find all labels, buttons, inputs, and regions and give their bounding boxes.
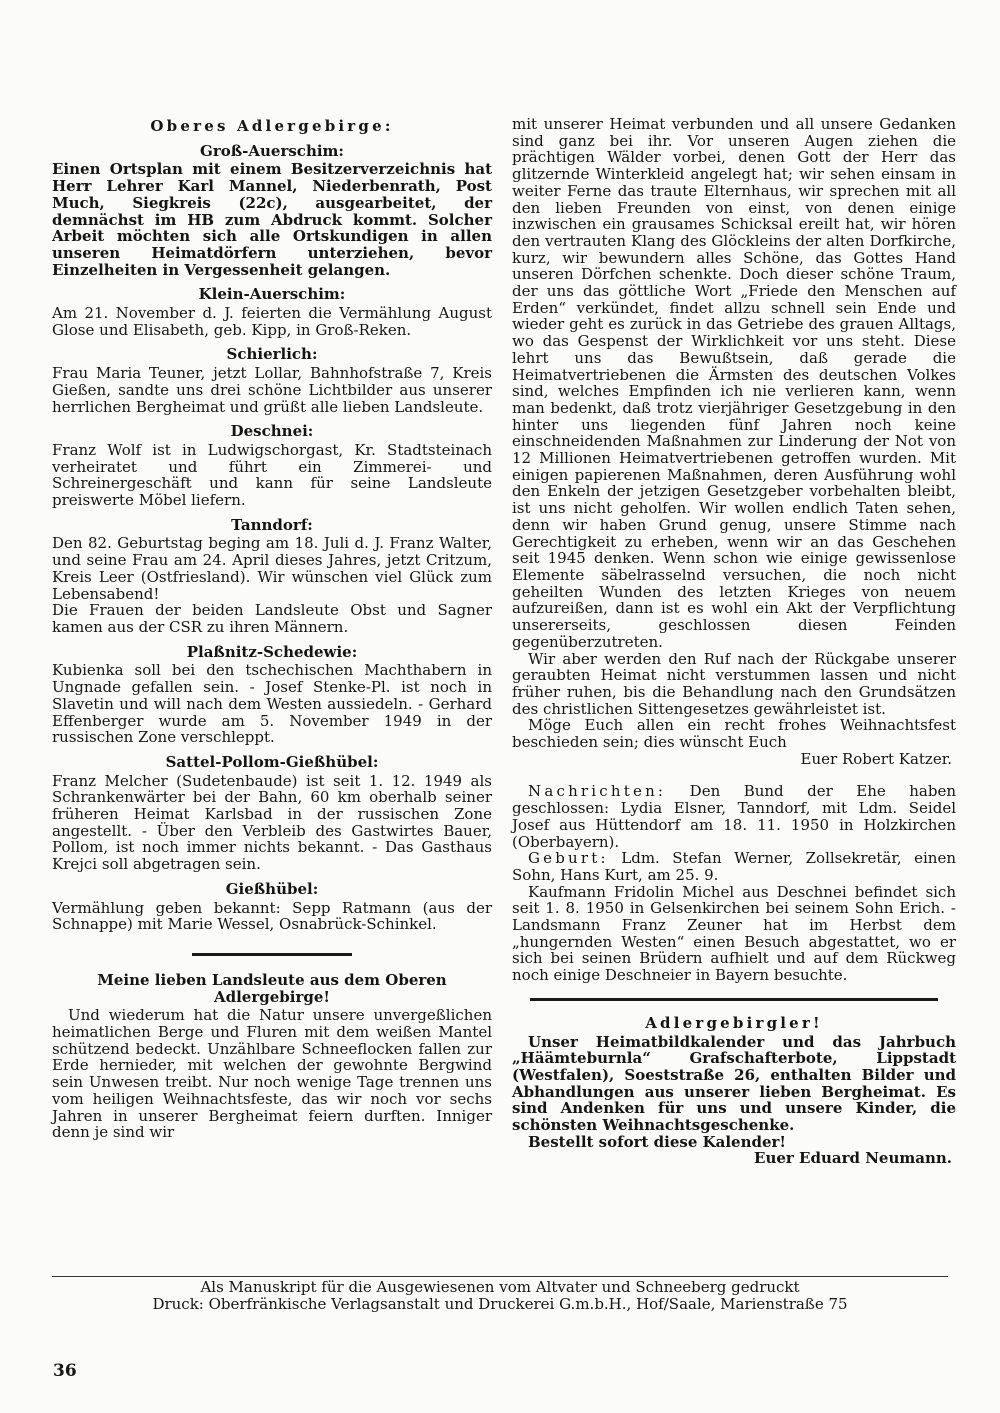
birth-label: Geburt:	[528, 849, 609, 868]
section-title: Tanndorf:	[231, 515, 313, 534]
ad-signature: Euer Eduard Neumann.	[754, 1149, 952, 1168]
left-column	[52, 116, 492, 1141]
section-title: Groß-Auerschim:	[200, 141, 344, 160]
section-title: Schierlich:	[226, 345, 318, 364]
section-title: Sattel-Pollom-Gießhübel:	[165, 752, 379, 771]
ad-call: Bestellt sofort diese Kalender!	[528, 1132, 787, 1151]
ad-title: Adlergebirgler!	[645, 1013, 823, 1032]
footer-divider	[52, 1276, 948, 1277]
ad-text: Unser Heimatbildkalender und das Jahrbuch „Häämteburnla“ Grafschafterbote, Lippstadt (Westfalen), Soeststraße 26, enthalten Bilder und Abhandlungen aus unserer lieben Bergheimat. Es sind Andenken für uns und unsere Kinder, die schönsten Weihnachtsgeschenke.	[512, 1032, 956, 1135]
letter-text: Wir aber werden den Ruf nach der Rückgabe unserer geraubten Heimat nicht verstummen lassen und nicht früher ruhen, bis die Behandlung nach den Grundsätzen des christlichen Sittengesetzes gewährleistet ist.	[512, 649, 956, 718]
birth-text: Ldm. Stefan Werner, Zollsekretär, einen Sohn, Hans Kurt, am 25. 9.	[512, 849, 956, 884]
page-number: 36	[53, 1361, 77, 1381]
letter-text: Möge Euch allen ein recht frohes Weihnachtsfest beschieden sein; dies wünscht Euch	[512, 716, 956, 752]
divider	[192, 953, 352, 956]
section-text: Frau Maria Teuner, jetzt Lollar, Bahnhofstraße 7, Kreis Gießen, sandte uns drei schöne Lichtbilder aus unserer herrlichen Bergheimat und grüßt alle lieben Landsleute.	[52, 364, 492, 416]
section-text: Kubienka soll bei den tschechischen Machthabern in Ungnade gefallen sein. - Josef Stenke-Pl. ist noch in Slavetin und will nach dem Westen aussiedeln. - Gerhard Effenberger wurde am 5. November 1949 in der russischen Zone verschleppt.	[52, 661, 492, 747]
letter-signature: Euer Robert Katzer.	[800, 749, 952, 768]
section-title: Deschnei:	[230, 422, 314, 441]
birth-paragraph	[512, 850, 956, 883]
right-column	[512, 116, 956, 1167]
footer-line: Als Manuskript für die Ausgewiesenen vom Altvater und Schneeberg gedruckt	[200, 1278, 800, 1296]
region-title: Oberes Adlergebirge:	[150, 117, 394, 135]
letter-text: Und wiederum hat die Natur unsere unvergeßlichen heimatlichen Berge und Fluren mit dem weißen Mantel schützend bedeckt. Unzählbare Schneeflocken fallen zur Erde hernieder, mit welchen der gewohnte Bergwind sein Unwesen treibt. Nur noch wenige Tage trennen uns vom heiligen Weihnachtsfeste, das wir noch vor sechs Jahren in unserer Bergheimat feiern durften. Inniger denn je sind wir	[52, 1006, 492, 1142]
footer-line: Druck: Oberfränkische Verlagsanstalt und Druckerei G.m.b.H., Hof/Saale, Marienstraße 75	[152, 1295, 848, 1313]
section-text: Die Frauen der beiden Landsleute Obst und Sagner kamen aus der CSR zu ihren Männern.	[52, 601, 492, 636]
news-text: Kaufmann Fridolin Michel aus Deschnei befindet sich seit 1. 8. 1950 in Gelsenkirchen bei seinem Sohn Erich. - Landsmann Franz Zeuner hat im Herbst dem „hungernden Westen“ einen Besuch abgestattet, wo er sich bei seinen Brüdern aufhielt und auf dem Rückweg noch einige Deschneier in Bayern besuchte.	[512, 882, 956, 985]
section-title: Gießhübel:	[225, 879, 319, 898]
news-text: Den Bund der Ehe haben geschlossen: Lydia Elsner, Tanndorf, mit Ldm. Seidel Josef aus Hüttendorf am 18. 11. 1950 in Holzkirchen (Oberbayern).	[512, 782, 956, 851]
news-label: Nachrichten:	[528, 782, 667, 801]
section-text: Franz Melcher (Sudetenbaude) ist seit 1. 12. 1949 als Schrankenwärter bei der Bahn, 60 km oberhalb seiner früheren Heimat Karlsbad in der russischen Zone angestellt. - Über den Verbleib des Gastwirtes Bauer, Pollom, ist noch immer nichts bekannt. - Das Gasthaus Krejci soll abgetragen sein.	[52, 771, 492, 874]
divider	[530, 998, 938, 1001]
section-text: Am 21. November d. J. feierten die Vermählung August Glose und Elisabeth, geb. Kipp, in Groß-Reken.	[52, 304, 492, 339]
section-title: Plaßnitz-Schedewie:	[186, 642, 358, 661]
section-title: Klein-Auerschim:	[198, 285, 346, 304]
letter-title: Meine lieben Landsleute aus dem Oberen Adlergebirge!	[97, 970, 447, 1006]
letter-text: mit unserer Heimat verbunden und all unsere Gedanken sind ganz bei ihr. Vor unseren Augen ziehen die prächtigen Wälder vorbei, denen Gott der Herr das glitzernde Winterkleid angelegt hat; wir sehen einsam in weiter Ferne das traute Elternhaus, wir sprechen mit all den lieben Freunden von einst, von denen einige inzwischen ein grausames Schicksal ereilt hat, wir hören den vertrauten Klang des Glöckleins der alten Dorfkirche, kurz, wir bewundern alles Schöne, das Gottes Hand unseren Dörfchen schenkte. Doch dieser schöne Traum, der uns das göttliche Wort „Friede den Menschen auf Erden“ verkündet, findet allzu schnell sein Ende und wieder geht es zurück in das Getriebe des grauen Alltags, wo das Gespenst der Wirklichkeit vor uns steht. Diese lehrt uns das Bewußtsein, daß gerade die Heimatvertriebenen die Ärmsten des deutschen Volkes sind, welches Empfinden ich nie verlieren kann, wenn man bedenkt, daß trotz vierjähriger Gesetzgebung in den hinter uns liegenden fünf Jahren noch keine einschneidenden Maßnahmen zur Linderung der Not von 12 Millionen Heimatvertriebenen getroffen wurden. Mit einigen papierenen Maßnahmen, deren Ausführung wohl den Enkeln der jetzigen Gesetzgeber vorbehalten bleibt, ist uns nicht geholfen. Wir wollen endlich Taten sehen, denn wir haben Grund genug, unsere Stimme nach Gerechtigkeit zu erheben, wenn wir an das Geschehen seit 1945 denken. Wenn schon wie einige gewissenlose Elemente säbelrasselnd versuchen, die noch nicht geheilten Wunden des letzten Krieges von neuem aufzureißen, dann ist es wohl ein Akt der Verpflichtung unsererseits, geschlossen diesen Feinden gegenüberzutreten.	[512, 115, 956, 651]
section-text: Franz Wolf ist in Ludwigschorgast, Kr. Stadtsteinach verheiratet und führt ein Zimmerei- und Schreinergeschäft und kann für seine Landsleute preiswerte Möbel liefern.	[52, 440, 492, 510]
section-text: Vermählung geben bekannt: Sepp Ratmann (aus der Schnappe) mit Marie Wessel, Osnabrück-Schinkel.	[52, 898, 492, 934]
section-text: Den 82. Geburtstag beging am 18. Juli d. J. Franz Walter, und seine Frau am 24. April dieses Jahres, jetzt Critzum, Kreis Leer (Ostfriesland). Wir wünschen viel Glück zum Lebensabend!	[52, 534, 492, 603]
news-paragraph	[512, 783, 956, 850]
section-text: Einen Ortsplan mit einem Besitzerverzeichnis hat Herr Lehrer Karl Mannel, Niederbenrath, Post Much, Siegkreis (22c), ausgearbeitet, der demnächst im HB zum Abdruck kommt. Solcher Arbeit möchten sich alle Ortskundigen in allen unseren Heimatdörfern unterziehen, bevor Einzelheiten in Vergessenheit gelangen.	[52, 160, 492, 279]
